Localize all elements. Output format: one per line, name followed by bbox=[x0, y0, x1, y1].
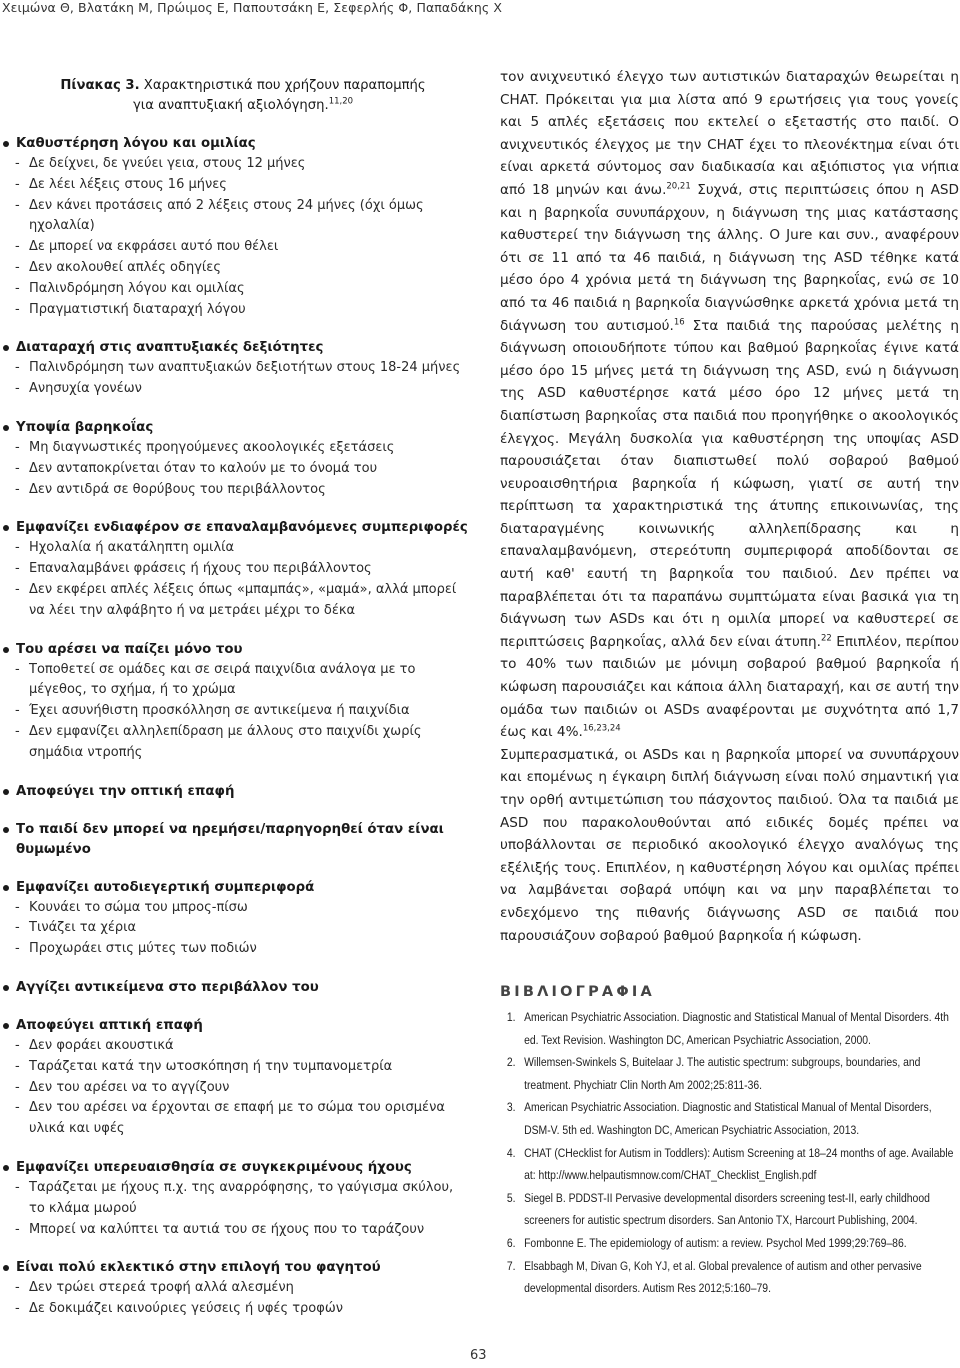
section-heading-text: Είναι πολύ εκλεκτικό στην επιλογή του φαγητού bbox=[16, 1260, 381, 1276]
dash-marker: - bbox=[15, 1179, 20, 1195]
bullet-icon bbox=[3, 789, 9, 795]
list-item-text: Δεν φοράει ακουστικά bbox=[29, 1037, 174, 1053]
list-item bbox=[0, 154, 470, 175]
list-item-text: Δεν κάνει προτάσεις από 2 λέξεις στους 24 μήνες (όχι όμως ηχολαλία) bbox=[29, 197, 424, 234]
dash-marker: - bbox=[15, 1058, 20, 1074]
dash-marker: - bbox=[15, 381, 20, 397]
reference-item bbox=[500, 1232, 960, 1255]
bullet-icon bbox=[3, 141, 9, 147]
table-3 bbox=[0, 76, 470, 1338]
table-section bbox=[0, 338, 470, 400]
bullet-icon bbox=[3, 425, 9, 431]
section-heading bbox=[0, 878, 470, 898]
reference-number: 1. bbox=[506, 1010, 516, 1024]
list-item bbox=[0, 559, 470, 580]
list-item bbox=[0, 279, 470, 300]
list-item bbox=[0, 1078, 470, 1099]
dash-marker: - bbox=[15, 301, 20, 317]
reference-text: American Psychiatric Association. Diagnostic and Statistical Manual of Mental Disorders. 4th ed. Text Revision. Washington DC, American Psychiatric Association, 2000. bbox=[524, 1010, 949, 1047]
dash-marker: - bbox=[15, 561, 20, 577]
bullet-icon bbox=[3, 1165, 9, 1171]
reference-text: Fombonne E. The epidemiology of autism: a review. Psychol Med 1999;29:769–86. bbox=[524, 1235, 907, 1250]
body-text bbox=[500, 66, 959, 947]
list-item-text: Δε δοκιμάζει καινούριες γεύσεις ή υφές τροφών bbox=[29, 1301, 343, 1317]
reference-item bbox=[500, 1255, 960, 1300]
section-heading bbox=[0, 338, 470, 358]
table-section bbox=[0, 134, 470, 320]
list-item bbox=[0, 1220, 470, 1241]
table-section bbox=[0, 1016, 470, 1140]
list-item-text: Δεν ανταποκρίνεται όταν το καλούν με το όνομά του bbox=[29, 460, 378, 476]
reference-text: Elsabbagh M, Divan G, Koh YJ, et al. Global prevalence of autism and other pervasive developmental disorders. Autism Res 2012;5:160–79. bbox=[524, 1258, 922, 1296]
list-item bbox=[0, 175, 470, 196]
running-head: Χειμώνα Θ, Βλατάκη Μ, Πρώιμος Ε, Παπουτσάκη Ε, Σεφερλής Φ, Παπαδάκης Χ bbox=[2, 0, 503, 15]
section-heading-text: Του αρέσει να παίζει μόνο του bbox=[16, 641, 243, 657]
citation: 16,23,24 bbox=[582, 723, 621, 734]
section-heading bbox=[0, 640, 470, 660]
bullet-icon bbox=[3, 885, 9, 891]
list-item bbox=[0, 538, 470, 559]
list-item-text: Πραγματιστική διαταραχή λόγου bbox=[29, 301, 246, 317]
table-title-refs: 11,20 bbox=[328, 96, 354, 107]
section-heading bbox=[0, 782, 470, 802]
list-item bbox=[0, 660, 470, 702]
reference-number: 2. bbox=[506, 1055, 516, 1070]
list-item bbox=[0, 196, 470, 238]
list-item bbox=[0, 1098, 470, 1140]
list-item-text: Ανησυχία γονέων bbox=[29, 381, 142, 397]
reference-item bbox=[500, 1142, 960, 1187]
section-heading-text: Εμφανίζει αυτοδιεγερτική συμπεριφορά bbox=[16, 879, 315, 895]
list-item-text: Δεν του αρέσει να το αγγίζουν bbox=[29, 1079, 230, 1095]
list-item bbox=[0, 722, 470, 764]
list-item-text: Μη διαγνωστικές προηγούμενες ακοολογικές εξετάσεις bbox=[29, 439, 395, 455]
dash-marker: - bbox=[15, 156, 20, 171]
table-section bbox=[0, 1258, 470, 1320]
table-title-line2: για αναπτυξιακή αξιολόγηση. bbox=[132, 98, 329, 113]
citation: 20,21 bbox=[666, 181, 691, 192]
list-item-text: Προχωράει στις μύτες των ποδιών bbox=[29, 941, 257, 957]
section-heading bbox=[0, 820, 470, 860]
list-item-text: Μπορεί να καλύπτει τα αυτιά του σε ήχους που το ταράζουν bbox=[29, 1221, 425, 1237]
bullet-icon bbox=[3, 1023, 9, 1029]
reference-item bbox=[500, 1187, 960, 1232]
table-section bbox=[0, 418, 470, 500]
bullet-icon bbox=[3, 985, 9, 991]
paragraph-2: Συμπερασματικά, οι ASDs και η βαρηκοΐα μπορεί να συνυπάρχουν και επομένως η έγκαιρη διπλή διάγνωση είναι πολύ σημαντική για την ορθή αντιμετώπιση του πάσχοντος παιδιού. Όλα τα παιδιά με ASD που παρακολουθούνται από ειδικές δομές πρέπει να υποβάλλονται σε περιοδικό ακοολογικό έλεγχο αναλόγως της εξέλιξής τους. Επιπλέον, η καθυστέρηση λόγου και ομιλίας πρέπει να λαμβάνεται σοβαρά υπόψη και να μην παραβλέπεται το ενδεχόμενο της πιθανής διάγνωσης ASD σε παιδιά που παρουσιάζουν σοβαρού βαθμού βαρηκοΐα ή κώφωση. bbox=[500, 746, 959, 944]
list-item-text: Έχει ασυνήθιστη προσκόλληση σε αντικείμενα ή παιχνίδια bbox=[29, 703, 410, 719]
table-section bbox=[0, 640, 470, 764]
dash-marker: - bbox=[15, 581, 20, 597]
reference-item bbox=[500, 1051, 960, 1096]
table-title-line1: Χαρακτηριστικά που χρήζουν παραπομπής bbox=[143, 78, 426, 93]
dash-marker: - bbox=[15, 197, 20, 213]
dash-marker: - bbox=[15, 1221, 20, 1237]
bullet-icon bbox=[3, 827, 9, 833]
dash-marker: - bbox=[15, 1301, 20, 1317]
bullet-icon bbox=[3, 647, 9, 653]
reference-number: 6. bbox=[506, 1235, 516, 1250]
reference-text: American Psychiatric Association. Diagnostic and Statistical Manual of Mental Disorders, DSM-V. 5th ed. Washington DC, American Psychiatric Association, 2013. bbox=[524, 1100, 932, 1137]
list-item bbox=[0, 898, 470, 919]
bullet-icon bbox=[3, 525, 9, 531]
list-item bbox=[0, 701, 470, 722]
dash-marker: - bbox=[15, 176, 20, 192]
table-title bbox=[58, 76, 428, 116]
page-number: 63 bbox=[470, 1348, 487, 1363]
dash-marker: - bbox=[15, 460, 20, 476]
references-heading: ΒΙΒΛΙΟΓΡΑΦΙΑ bbox=[500, 984, 655, 1000]
paragraph-1 bbox=[500, 66, 959, 744]
list-item-text: Δεν εκφέρει απλές λέξεις όπως «μπαμπάς», «μαμά», αλλά μπορεί να λέει την αλφάβητο ή να μετράει μέχρι το δέκα bbox=[29, 581, 457, 618]
references-list bbox=[500, 1006, 960, 1300]
reference-text: Siegel B. PDDST-II Pervasive developmental disorders screening test-II, early childhood screeners for autistic spectrum disorders. San Antonio TX, Harcourt Publishing, 2004. bbox=[524, 1190, 930, 1228]
section-heading-text: Διαταραχή στις αναπτυξιακές δεξιότητες bbox=[16, 340, 324, 356]
section-heading-text: Αποφεύγει απτική επαφή bbox=[16, 1017, 203, 1033]
section-heading bbox=[0, 134, 470, 154]
reference-text: Willemsen-Swinkels S, Buitelaar J. The autistic spectrum: subgroups, boundaries, and treatment. Phychiatr Clin North Am 2002;25:811-36. bbox=[524, 1055, 921, 1092]
section-heading-text: Το παιδί δεν μπορεί να ηρεμήσει/παρηγορηθεί όταν είναι θυμωμένο bbox=[16, 821, 444, 857]
dash-marker: - bbox=[15, 439, 20, 455]
citation: 22 bbox=[820, 633, 832, 644]
list-item-text: Παλινδρόμηση των αναπτυξιακών δεξιοτήτων στους 18-24 μήνες bbox=[29, 360, 461, 376]
section-heading-text: Αποφεύγει την οπτική επαφή bbox=[16, 783, 235, 799]
list-item-text: Δε δείχνει, δε γνεύει γεια, στους 12 μήνες bbox=[29, 156, 306, 171]
list-item bbox=[0, 459, 470, 480]
list-item-text: Ηχολαλία ή ακατάληπτη ομιλία bbox=[29, 540, 235, 556]
reference-item bbox=[500, 1006, 960, 1051]
dash-marker: - bbox=[15, 280, 20, 296]
dash-marker: - bbox=[15, 920, 20, 936]
list-item-text: Παλινδρόμηση λόγου και ομιλίας bbox=[29, 280, 245, 296]
dash-marker: - bbox=[15, 1079, 20, 1095]
section-heading-text: Υποψία βαρηκοΐας bbox=[16, 419, 154, 435]
bullet-icon bbox=[3, 345, 9, 351]
citation: 16 bbox=[673, 317, 685, 327]
list-item bbox=[0, 300, 470, 321]
table-section bbox=[0, 978, 470, 998]
list-item-text: Δεν αντιδρά σε θορύβους του περιβάλλοντος bbox=[29, 481, 326, 497]
list-item-text: Δε λέει λέξεις στους 16 μήνες bbox=[29, 176, 227, 192]
list-item-text: Δεν ακολουθεί απλές οδηγίες bbox=[29, 259, 221, 275]
list-item-text: Κουνάει το σώμα του μπρος-πίσω bbox=[29, 899, 248, 915]
bullet-icon bbox=[3, 1265, 9, 1271]
list-item-text: Τινάζει τα χέρια bbox=[29, 920, 137, 936]
dash-marker: - bbox=[15, 1037, 20, 1053]
table-section bbox=[0, 820, 470, 860]
reference-number: 7. bbox=[506, 1258, 516, 1273]
reference-number: 4. bbox=[506, 1145, 516, 1160]
table-label: Πίνακας 3. bbox=[60, 78, 140, 93]
section-heading-text: Καθυστέρηση λόγου και ομιλίας bbox=[16, 136, 256, 151]
list-item bbox=[0, 918, 470, 939]
dash-marker: - bbox=[15, 703, 20, 719]
list-item-text: Δεν εμφανίζει αλληλεπίδραση με άλλους στο παιχνίδι χωρίς σημάδια ντροπής bbox=[29, 723, 422, 760]
dash-marker: - bbox=[15, 1100, 20, 1116]
reference-number: 5. bbox=[506, 1190, 516, 1205]
list-item bbox=[0, 258, 470, 279]
dash-marker: - bbox=[15, 540, 20, 556]
list-item bbox=[0, 480, 470, 501]
reference-item bbox=[500, 1096, 960, 1141]
list-item bbox=[0, 438, 470, 459]
table-section bbox=[0, 782, 470, 802]
list-item bbox=[0, 358, 470, 379]
section-heading bbox=[0, 518, 470, 538]
list-item bbox=[0, 379, 470, 400]
text-run: Επιπλέον, περίπου το 40% των παιδιών με μόνιμη σοβαρού βαθμού βαρηκοΐα ή κώφωση παρουσιάζει και κάποια άλλη διαταραχή, και σε αυτή την ομάδα των παιδιών οι ASDs αναφέρονται με συχνότητα από 1,7 έως και 4%. bbox=[500, 633, 959, 741]
list-item-text: Τοποθετεί σε ομάδες και σε σειρά παιχνίδια ανάλογα με το μέγεθος, το σχήμα, ή το χρώμα bbox=[29, 661, 416, 698]
section-heading bbox=[0, 1158, 470, 1178]
dash-marker: - bbox=[15, 723, 20, 739]
reference-number: 3. bbox=[506, 1100, 516, 1115]
list-item bbox=[0, 1178, 470, 1220]
dash-marker: - bbox=[15, 360, 20, 376]
section-heading-text: Αγγίζει αντικείμενα στο περιβάλλον του bbox=[16, 979, 319, 995]
list-item bbox=[0, 1057, 470, 1078]
reference-text: CHAT (CHecklist for Autism in Toddlers): Autism Screening at 18–24 months of age. Available at: http://www.helpautismnow.com/CHAT_Checklist_English.pdf bbox=[524, 1145, 954, 1183]
dash-marker: - bbox=[15, 941, 20, 957]
section-heading bbox=[0, 1016, 470, 1036]
list-item bbox=[0, 1036, 470, 1057]
list-item-text: Ταράζεται με ήχους π.χ. της αναρρόφησης, το γαύγισμα σκύλου, το κλάμα μωρού bbox=[29, 1179, 454, 1216]
section-heading-text: Εμφανίζει υπερευαισθησία σε συγκεκριμένους ήχους bbox=[16, 1159, 412, 1175]
text-run: τον ανιχνευτικό έλεγχο των αυτιστικών διαταραχών θεωρείται η CHAT. Πρόκειται για μια λίστα από 9 ερωτήσεις για τους γονείς και 5 απλές εξετάσεις που εκτελεί ο εξεταστής στο παιδί. Ο ανιχνευτικός έλεγχος με την CHAT έχει το πλεονέκτημα είναι ότι είναι αρκετά σύντομος σαν διαδικασία και αξιόπιστος για νήπια από 18 μηνών και άνω. bbox=[500, 69, 959, 198]
dash-marker: - bbox=[15, 481, 20, 497]
section-heading bbox=[0, 418, 470, 438]
section-heading-text: Εμφανίζει ενδιαφέρον σε επαναλαμβανόμενες συμπεριφορές bbox=[16, 520, 468, 536]
table-section bbox=[0, 1158, 470, 1240]
dash-marker: - bbox=[15, 899, 20, 915]
list-item-text: Δεν του αρέσει να έρχονται σε επαφή με το σώμα του ορισμένα υλικά και υφές bbox=[29, 1100, 445, 1137]
list-item-text: Δε μπορεί να εκφράσει αυτό που θέλει bbox=[29, 239, 279, 255]
text-run: Στα παιδιά της παρούσας μελέτης η διάγνωση οποιουδήποτε τύπου και βαθμού βαρηκοΐας έγινε κατά μέσο όρο 15 μήνες μετά τη διάγνωση της ASD, ενώ η διάγνωση της ASD καθυστέρησε κατά μέσο όρο 12 μήνες μετά τη διαπίστωση βαρηκοΐας στα παιδιά που προηγήθηκε ο ακοολογικός έλεγχος. Μεγάλη δυσκολία για καθυστέρηση της υποψίας ASD παρουσιάζεται όταν διαπιστωθεί πολύ σοβαρού βαθμού νευροαισθητήρια βαρηκοΐα ή κώφωση, γιατί σε αυτή την περίπτωση τα χαρακτηριστικά της άτυπης επικοινωνίας, της διαταραγμένης κοινωνικής αλληλεπίδρασης και η επαναλαμβανόμενη, στερεότυπη συμπεριφορά αποδίδονται σε αυτή καθ' εαυτή τη βαρηκοΐα του παιδιού. Δεν πρέπει να παραβλέπεται ότι τα παραπάνω συμπτώματα είναι βασικά για τη διάγνωση των ASDs και ότι η ομιλία μπορεί να καθυστερεί σε περιπτώσεις βαρηκοΐας, αλλά δεν είναι άτυπη. bbox=[500, 317, 959, 650]
list-item bbox=[0, 237, 470, 258]
list-item bbox=[0, 580, 470, 622]
table-section bbox=[0, 878, 470, 960]
table-sections bbox=[0, 134, 470, 1320]
list-item-text: Επαναλαμβάνει φράσεις ή ήχους του περιβάλλοντος bbox=[29, 561, 372, 577]
dash-marker: - bbox=[15, 1280, 20, 1296]
table-section bbox=[0, 518, 470, 621]
section-heading bbox=[0, 1258, 470, 1278]
text-run: Συχνά, στις περιπτώσεις όπου η ASD και η βαρηκοΐα συνυπάρχουν, η διάγνωση της μιας κατάστασης καθυστερεί την διάγνωση της άλλης. Ο Jure και συν., αναφέρουν ότι σε 11 από τα 46 παιδιά, η διάγνωση της ASD τέθηκε κατά μέσο όρο 4 χρόνια μετά τη διάγνωση της βαρηκοΐας, ενώ σε 10 από τα 46 παιδιά η βαρηκοΐα διαγνώσθηκε αρκετά χρόνια μετά τη διάγνωση του αυτισμού. bbox=[500, 181, 959, 334]
dash-marker: - bbox=[15, 259, 20, 275]
list-item bbox=[0, 1299, 470, 1320]
list-item-text: Ταράζεται κατά την ωτοσκόπηση ή την τυμπανομετρία bbox=[29, 1058, 393, 1074]
dash-marker: - bbox=[15, 239, 20, 255]
dash-marker: - bbox=[15, 661, 20, 677]
list-item bbox=[0, 939, 470, 960]
list-item-text: Δεν τρώει στερεά τροφή αλλά αλεσμένη bbox=[29, 1280, 294, 1296]
list-item bbox=[0, 1278, 470, 1299]
section-heading bbox=[0, 978, 470, 998]
